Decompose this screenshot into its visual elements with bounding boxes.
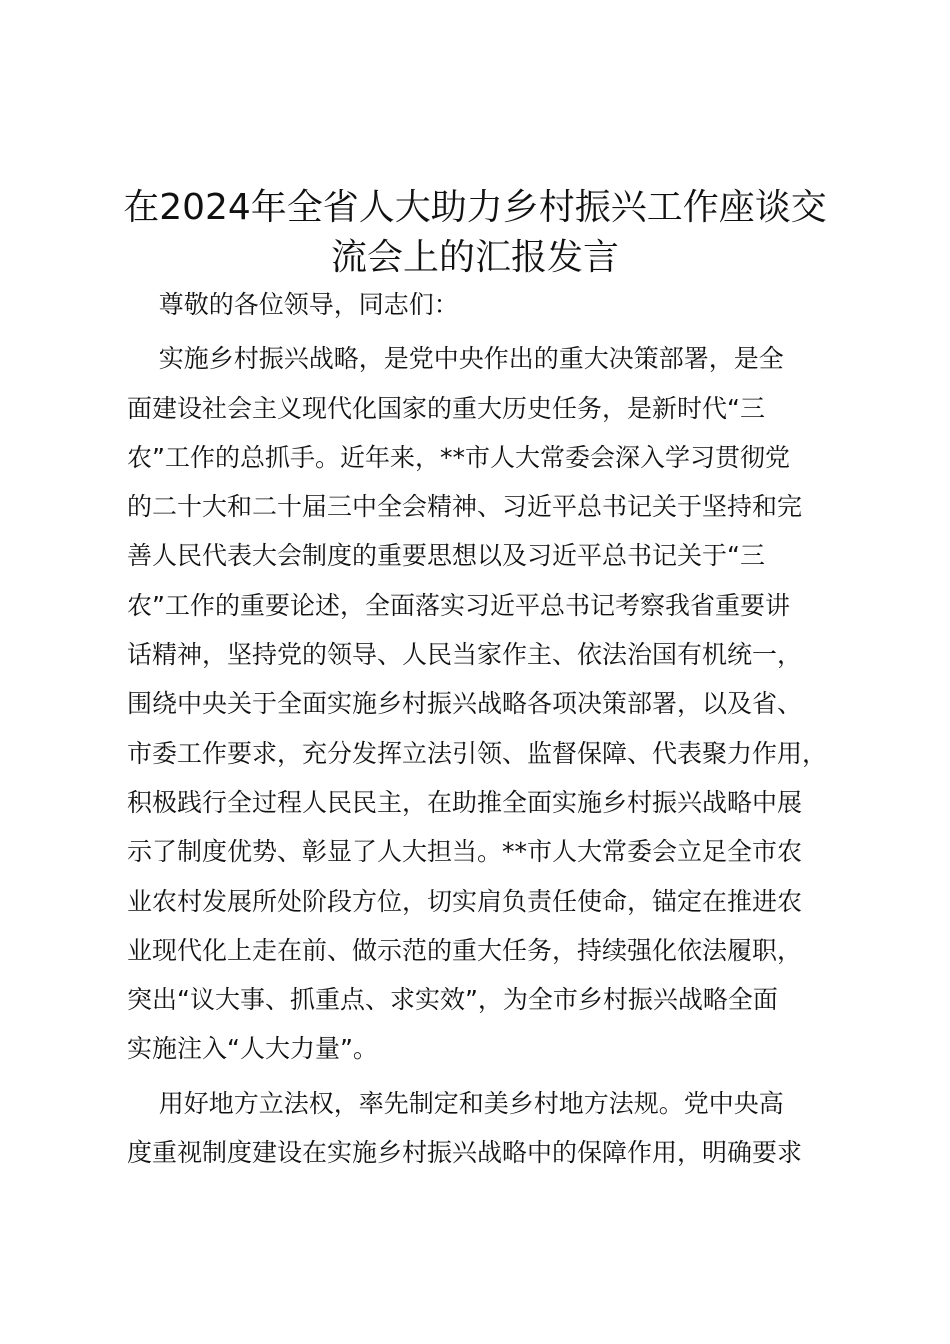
paragraph-line: 实施乡村振兴战略，是党中央作出的重大决策部署，是全 xyxy=(127,344,784,374)
title-line-1: 在2024年全省人大助力乡村振兴工作座谈交 xyxy=(123,187,827,228)
paragraph-2 xyxy=(127,1079,867,1178)
paragraph-line: 农”工作的重要论述，全面落实习近平总书记考察我省重要讲 xyxy=(127,590,790,620)
document-body xyxy=(127,280,867,1177)
document-title xyxy=(100,183,850,283)
paragraph-line: 面建设社会主义现代化国家的重大历史任务，是新时代“三 xyxy=(127,393,765,423)
paragraph-line: 示了制度优势、彰显了人大担当。**市人大常委会立足全市农 xyxy=(127,837,803,867)
paragraph-line: 业现代化上走在前、做示范的重大任务，持续强化依法履职， xyxy=(127,935,803,965)
paragraph-line: 用好地方立法权，率先制定和美乡村地方法规。党中央高 xyxy=(127,1088,784,1118)
paragraph-line: 实施注入“人大力量”。 xyxy=(127,1034,378,1064)
paragraph-line: 善人民代表大会制度的重要思想以及习近平总书记关于“三 xyxy=(127,541,765,571)
paragraph-line: 农”工作的总抓手。近年来，**市人大常委会深入学习贯彻党 xyxy=(127,442,790,472)
paragraph-line: 突出“议大事、抓重点、求实效”，为全市乡村振兴战略全面 xyxy=(127,985,778,1015)
paragraph-line: 度重视制度建设在实施乡村振兴战略中的保障作用，明确要求 xyxy=(127,1138,803,1168)
paragraph-line: 积极践行全过程人民民主，在助推全面实施乡村振兴战略中展 xyxy=(127,787,803,817)
title-line-2: 流会上的汇报发言 xyxy=(330,237,619,278)
salutation: 尊敬的各位领导，同志们： xyxy=(127,290,459,319)
paragraph-line: 市委工作要求，充分发挥立法引领、监督保障、代表聚力作用， xyxy=(127,738,828,768)
paragraph-line: 围绕中央关于全面实施乡村振兴战略各项决策部署，以及省、 xyxy=(127,689,803,719)
paragraph-line: 话精神，坚持党的领导、人民当家作主、依法治国有机统一， xyxy=(127,640,803,670)
paragraph-line: 的二十大和二十届三中全会精神、习近平总书记关于坚持和完 xyxy=(127,492,803,522)
paragraph-line: 业农村发展所处阶段方位，切实肩负责任使命，锚定在推进农 xyxy=(127,886,803,916)
paragraph-1 xyxy=(127,334,867,1073)
